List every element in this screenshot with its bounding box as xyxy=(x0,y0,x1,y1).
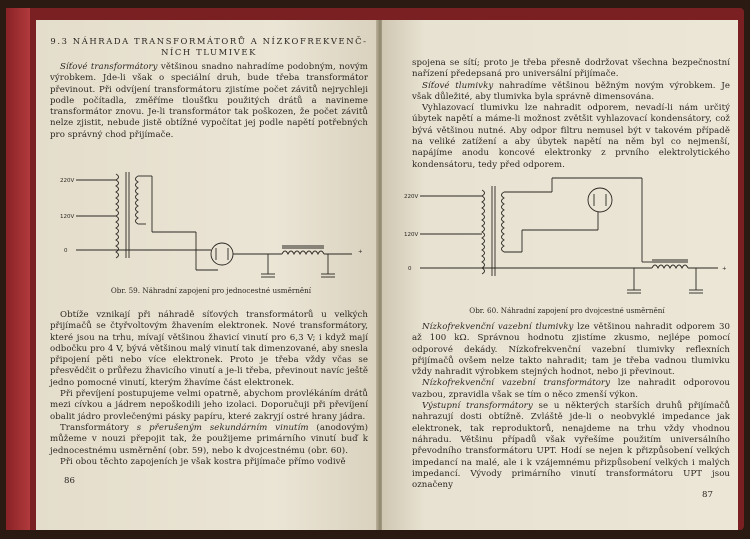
left-paragraph-1 xyxy=(50,62,368,141)
rp-para4-text: lze většinou nahradit odporem 30 až 100 kΩ. Správnou hodnotu zjistíme zkusmo, nejlépe pomocí odporové dekády. Nízkofrekvenční vazební tlumivky reflexních přijímačů ovšem nelze takto nahradit; tam je třeba vadnou tlumivku vždy nahradit výrobkem stejných hodnot, nebo ji převinout. xyxy=(412,322,730,378)
book-edge xyxy=(6,8,30,530)
label-zero-r: 0 xyxy=(408,266,412,272)
left-page xyxy=(36,20,380,530)
page-number-left: 86 xyxy=(64,476,75,486)
section-heading xyxy=(44,36,374,58)
para3-text: Při převíjení postupujeme velmi opatrně, abychom provlékáním drátů mezi cívkou a jádrem nepoškodili jeho izolaci. Doporučuji při převíjení obalit jádro provlečenými pásky papíru, které zakryjí ostré hrany jádra. xyxy=(50,389,368,422)
para5-text: Při obou těchto zapojeních je však kostra přijímače přímo vodivě xyxy=(60,456,346,467)
figure-59-caption: Obr. 59. Náhradní zapojení pro jednocestné usměrnění xyxy=(110,286,312,295)
book-cover xyxy=(6,8,744,530)
term-sitove-tlumivky: Síťové tlumivky xyxy=(422,80,494,91)
para4-end: (anodovým) můžeme v nouzi přepojit tak, že použijeme primárního vinutí buď k jednocestnému usměrnění (obr. 59), nebo k dvojcestnému (obr. 60). xyxy=(50,422,368,456)
term-sitove-transformatory: Síťové transformátory xyxy=(60,62,158,72)
right-paragraph-1 xyxy=(412,58,730,171)
left-paragraph-2 xyxy=(50,310,368,468)
figure-60-diagram xyxy=(402,170,732,300)
rp-para6-text: se u některých starších druhů přijímačů nahrazují dosti obtížně. Zvláště jde-li o neobvyklé impedance jak elektronek, tak reproduktorů, nenajdeme na trhu vždy vhodnou náhradu. Většinu případů však vyřešíme použitím universálního převodního transformátoru UPT. Hodí se nejen k přizpůsobení velkých impedancí na malé, ale i k vzájemnému přizpůsobení velkých i malých impedancí. Vývody primárního vinutí transformátoru UPT jsou označeny xyxy=(412,401,730,491)
para2-text: Obtíže vznikají při náhradě síťových transformátorů u velkých přijímačů se čtyřvoltovým žhavením elektronek. Nové transformátory, které jsou na trhu, mívají většinou žhavicí vinutí pro 6,3 V; i když mají odbočku pro 4 V, bývá většinou malý vinutí tak dimenzované, aby snesla připojení pěti nebo více elektronek. Proto je třeba vždy včas se přesvědčit o průřezu žhavicího vinutí a je-li třeba, převinout navíc ještě jedno pomocné vinutí, kterým žhavíme část elektronek. xyxy=(50,310,368,388)
right-paragraph-2 xyxy=(412,322,730,491)
term-nf-vazebni-transformatory: Nízkofrekvenční vazební transformátory xyxy=(422,378,611,389)
label-plus: + xyxy=(358,249,363,255)
term-vystupni-transformatory: Výstupní transformátory xyxy=(422,401,533,412)
right-page xyxy=(382,20,738,530)
rp-para1-text: spojena se sítí; proto je třeba přesně dodržovat všechna bezpečnostní nařízení předepsaná pro universální přijímače. xyxy=(412,58,730,80)
label-120v: 120V xyxy=(60,214,75,220)
para1-text: většinou snadno nahradíme podobným, novým výrobkem. Jde-li však o speciální druh, bude třeba transformátor převinout. Při odvíjení transformátoru zjistíme počet závitů nejrychleji podle počítadla, změříme tloušťku použitých drátů a navineme transformátor znovu. Je-li transformátor tak poškozen, že počet závitů nelze zjistit, nebude jistě obtížné vypočítat jej podle napětí potřebných pro správný chod přijímače. xyxy=(50,62,368,140)
term-nf-vazebni-tlumivky: Nízkofrekvenční vazební tlumivky xyxy=(422,322,574,332)
label-plus-r: + xyxy=(722,266,727,272)
figure-59-diagram xyxy=(56,160,366,278)
heading-line-2: NÍCH TLUMIVEK xyxy=(161,47,257,57)
label-220v-r: 220V xyxy=(404,194,419,200)
label-120v-r: 120V xyxy=(404,232,419,238)
page-number-right: 87 xyxy=(702,490,713,500)
label-220v: 220V xyxy=(60,178,75,184)
heading-line-1: 9.3 NÁHRADA TRANSFORMÁTORŮ A NÍZKOFREKVENČ- xyxy=(50,36,368,46)
rp-para5-text: lze nahradit odporovou vazbou, zpravidla však se tím o něco zmenší výkon. xyxy=(412,378,731,400)
term-preruseny-sekundar: s přerušeným sekundárním vinutím xyxy=(136,422,309,433)
rp-para2-text: nahradíme většinou běžným novým výrobkem. Je však důležité, aby tlumivka byla správně dimensována. xyxy=(412,80,730,102)
rp-para3-text: Vyhlazovací tlumivku lze nahradit odporem, nevadí-li nám určitý úbytek napětí a máme-li možnost zvětšit vyhlazovací kondensátory, což bývá většinou nutné. Aby odpor filtru nemusel být v takovém případě na veliké zatížení a aby úbytek napětí na něm byl co nejmenší, napájíme anodu koncové elektronky z prvního elektrolytického kondensátoru, tedy před odporem. xyxy=(412,103,730,170)
label-zero: 0 xyxy=(64,248,68,254)
para4-start: Transformátory xyxy=(60,422,137,433)
figure-60-caption: Obr. 60. Náhradní zapojení pro dvojcestné usměrnění xyxy=(469,306,665,315)
